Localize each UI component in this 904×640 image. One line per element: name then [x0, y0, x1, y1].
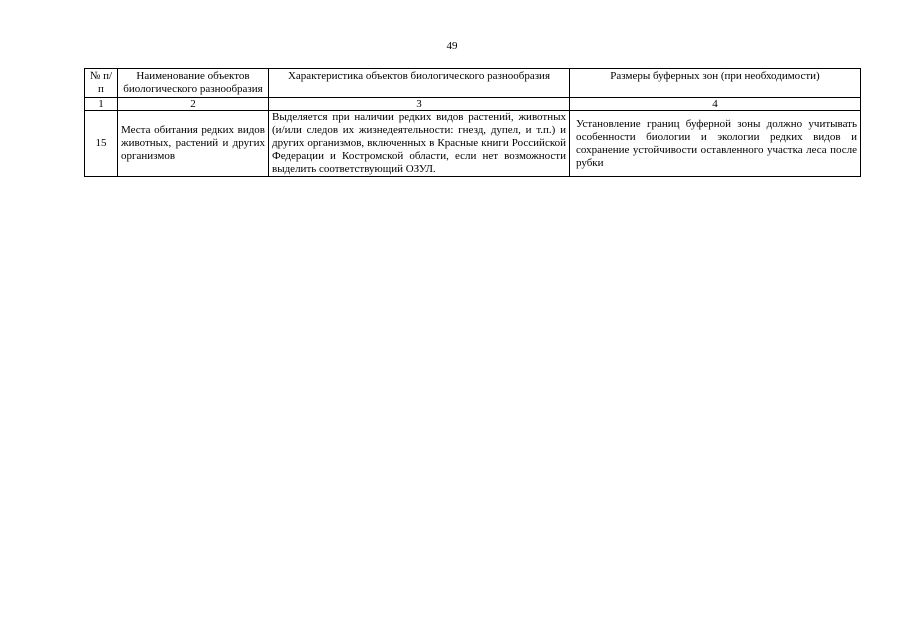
column-index-2: 2	[118, 98, 269, 111]
table-row	[85, 111, 861, 177]
row-buffer-zone: Установление границ буферной зоны должно учитывать особенности биологии и экологии редких видов и сохранение устойчивости оставленного участка леса после рубки	[570, 111, 861, 177]
biodiversity-table	[84, 68, 861, 177]
header-row	[85, 69, 861, 98]
column-index-1: 1	[85, 98, 118, 111]
header-buffer-zones: Размеры буферных зон (при необходимости)	[570, 69, 861, 98]
row-characteristics: Выделяется при наличии редких видов растений, животных (и/или следов их жизнедеятельности: гнезд, дупел, и т.п.) и других организмов, включенных в Красные книги Российской Федерации и Костромской области, если нет возможности выделить соответствующий ОЗУЛ.	[269, 111, 570, 177]
row-number: 15	[85, 111, 118, 177]
header-object-name: Наименование объектов биологического разнообразия	[118, 69, 269, 98]
column-index-3: 3	[269, 98, 570, 111]
row-object-name: Места обитания редких видов животных, растений и других организмов	[118, 111, 269, 177]
column-index-4: 4	[570, 98, 861, 111]
column-index-row	[85, 98, 861, 111]
header-characteristics: Характеристика объектов биологического разнообразия	[269, 69, 570, 98]
page-number: 49	[446, 40, 458, 52]
header-number: № п/п	[85, 69, 118, 98]
